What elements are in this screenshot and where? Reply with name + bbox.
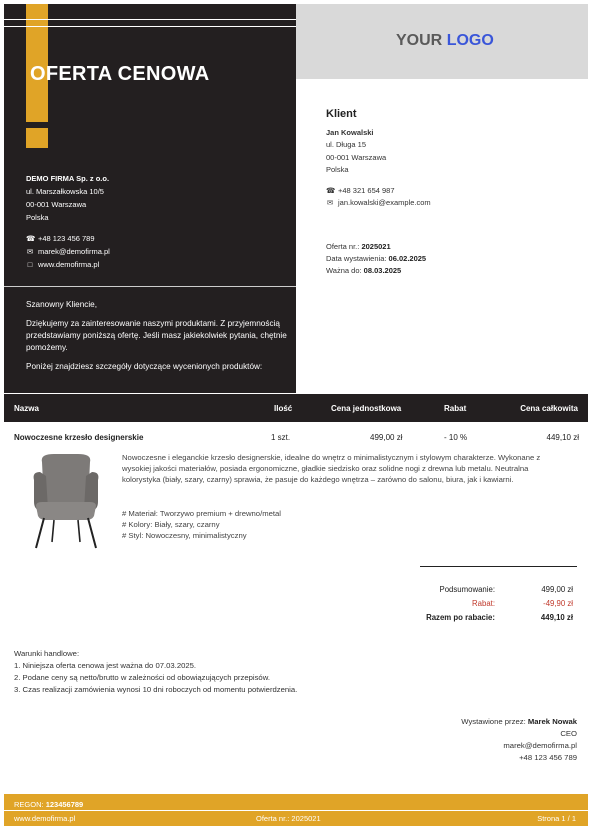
- greeting-block: [26, 299, 288, 380]
- regon: [14, 800, 83, 809]
- company-website[interactable]: www.demofirma.pl: [38, 260, 100, 269]
- issuer-phone: +48 123 456 789: [519, 753, 577, 762]
- total-value: 449,10 zł: [540, 613, 573, 622]
- offer-meta: [326, 241, 426, 277]
- issuer-role: CEO: [560, 729, 577, 738]
- item-qty: 1 szt.: [271, 433, 291, 442]
- summary-total-row: [380, 611, 573, 625]
- offer-number-label: Oferta nr.:: [326, 242, 360, 251]
- offer-number: 2025021: [361, 242, 391, 251]
- item-name: Nowoczesne krzesło designerskie: [14, 433, 144, 442]
- logo-area: [296, 4, 588, 79]
- subtotal-label: Podsumowanie:: [439, 585, 495, 594]
- summary-block: [380, 583, 573, 625]
- client-heading: Klient: [326, 108, 357, 120]
- valid-date-label: Ważna do:: [326, 266, 362, 275]
- regon-label: REGON:: [14, 800, 44, 809]
- company-logo: [396, 32, 494, 50]
- issuer-name: Marek Nowak: [527, 717, 577, 726]
- column-header-unit-price: Cena jednostkowa: [331, 404, 402, 413]
- client-phone-row: [326, 185, 431, 198]
- company-email[interactable]: marek@demofirma.pl: [38, 247, 110, 256]
- client-email[interactable]: jan.kowalski@example.com: [338, 198, 431, 207]
- logo-word: LOGO: [446, 32, 494, 49]
- regon-value: 123456789: [45, 800, 84, 809]
- item-attribute: # Styl: Nowoczesny, minimalistyczny: [122, 531, 247, 541]
- mail-icon: ✉: [26, 247, 34, 256]
- item-unit-price: 499,00 zł: [370, 433, 403, 442]
- column-header-discount: Rabat: [444, 404, 467, 413]
- footer-divider: [4, 810, 588, 811]
- page-footer: [4, 794, 588, 826]
- client-name: Jan Kowalski: [326, 127, 374, 137]
- item-attribute: # Materiał: Tworzywo premium + drewno/metal: [122, 509, 282, 518]
- company-email-row: [26, 245, 110, 258]
- total-label: Razem po rabacie:: [426, 613, 495, 622]
- footer-website[interactable]: www.demofirma.pl: [14, 814, 76, 823]
- mail-icon: ✉: [326, 198, 334, 207]
- summary-discount-row: [380, 597, 573, 611]
- column-header-total: Cena całkowita: [520, 404, 578, 413]
- issued-by-block: [461, 716, 577, 764]
- product-image: [26, 452, 106, 552]
- phone-icon: ☎: [26, 234, 36, 243]
- document-title: OFERTA CENOWA: [30, 63, 210, 85]
- company-website-row: [26, 258, 110, 271]
- client-info: [326, 108, 431, 210]
- item-attributes: [122, 508, 281, 542]
- panel-divider: [4, 286, 296, 287]
- summary-subtotal-row: [380, 583, 573, 597]
- divider-line: [4, 26, 296, 27]
- client-street: ul. Długa 15: [326, 140, 367, 149]
- terms-heading: Warunki handlowe:: [14, 649, 80, 658]
- discount-value: -49,90 zł: [543, 599, 573, 608]
- issue-date-label: Data wystawienia:: [326, 254, 387, 263]
- globe-icon: □: [27, 260, 33, 269]
- company-phone-row: [26, 232, 110, 245]
- item-total: 449,10 zł: [546, 433, 579, 442]
- company-city: 00-001 Warszawa: [26, 200, 87, 209]
- valid-date: 08.03.2025: [363, 266, 402, 275]
- client-email-row: [326, 197, 431, 210]
- client-city: 00-001 Warszawa: [326, 152, 387, 162]
- terms-item: 1. Niniejsza oferta cenowa jest ważna do 07.03.2025.: [14, 661, 197, 670]
- column-header-qty: Ilość: [274, 404, 293, 413]
- logo-word: YOUR: [396, 32, 443, 49]
- item-attribute: # Kolory: Biały, szary, czarny: [122, 520, 220, 530]
- client-phone: +48 321 654 987: [338, 185, 395, 195]
- terms-block: [14, 648, 297, 696]
- client-country: Polska: [326, 165, 349, 174]
- issuer-email[interactable]: marek@demofirma.pl: [503, 741, 577, 750]
- phone-icon: ☎: [326, 185, 336, 195]
- issued-by-label: Wystawione przez:: [461, 717, 526, 726]
- greeting-salutation: Szanowny Kliencie,: [26, 300, 97, 309]
- terms-item: 2. Podane ceny są netto/brutto w zależności od obowiązujących przepisów.: [14, 673, 270, 682]
- footer-offer-number: Oferta nr.: 2025021: [256, 814, 321, 823]
- item-discount: - 10 %: [444, 433, 468, 442]
- table-header: [4, 394, 588, 422]
- greeting-paragraph: Dziękujemy za zainteresowanie naszymi produktami. Z przyjemnością przedstawiamy poniższą ofertę. Jeśli masz jakiekolwiek pytania, chętnie pomożemy.: [26, 319, 287, 352]
- issue-date: 06.02.2025: [388, 254, 427, 263]
- chair-illustration: [34, 454, 99, 548]
- company-street: ul. Marszałkowska 10/5: [26, 187, 104, 196]
- company-country: Polska: [26, 213, 49, 222]
- column-header-name: Nazwa: [14, 404, 39, 413]
- company-info: [26, 172, 110, 271]
- company-phone: +48 123 456 789: [38, 234, 95, 243]
- summary-divider: [420, 566, 577, 567]
- page-number: Strona 1 / 1: [537, 814, 576, 823]
- divider-line: [4, 19, 296, 20]
- accent-block: [26, 128, 48, 148]
- item-description: Nowoczesne i eleganckie krzesło designerskie, idealne do wnętrz o minimalistycznym i stylowym charakterze. Wykonane z wysokiej jakości materiałów, posiada ergonomiczne, gładkie siedzisko oraz solidne nogi z drewna lub metalu. Neutralna kolorystyka (biały, szary, czarny) sprawia, że pasuje do każdego wnętrza – zarówno do salonu, biura, jak i kawiarni.: [122, 453, 541, 485]
- greeting-paragraph: Poniżej znajdziesz szczegóły dotyczące wycenionych produktów:: [26, 362, 263, 371]
- company-name: DEMO FIRMA Sp. z o.o.: [26, 174, 110, 183]
- discount-label: Rabat:: [472, 599, 495, 608]
- terms-item: 3. Czas realizacji zamówienia wynosi 10 dni roboczych od momentu potwierdzenia.: [14, 685, 298, 694]
- subtotal-value: 499,00 zł: [541, 585, 573, 594]
